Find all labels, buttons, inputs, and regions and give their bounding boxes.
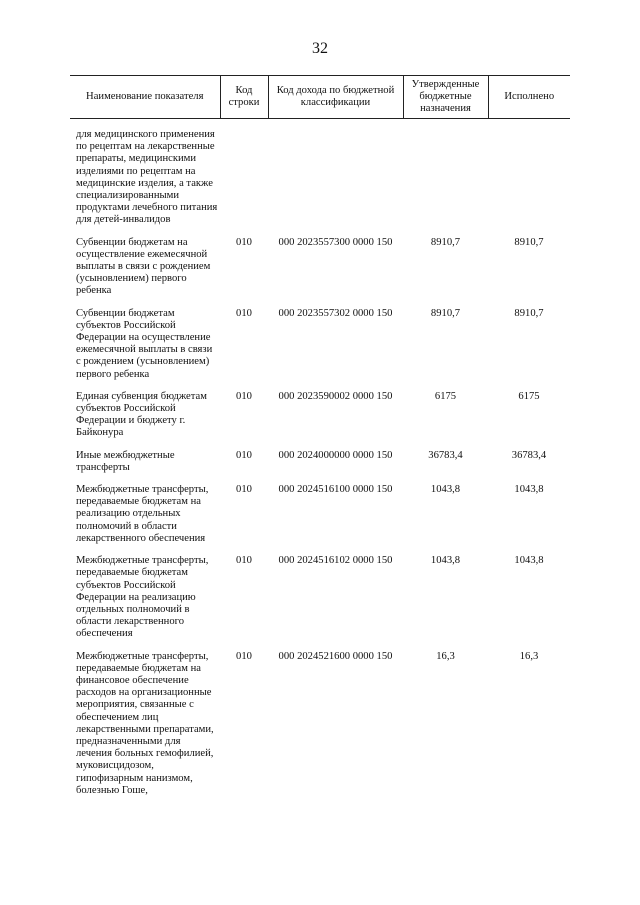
cell-executed: 8910,7 [514,236,544,248]
cell-executed: 36783,4 [511,449,547,461]
cell-income-code: 000 2024000000 0000 150 [278,449,393,461]
cell-indicator-name: для медицинского применения по рецептам на лекарственные препараты, медицинскими изделиями по рецептам на медицинские изделия, а также специализированными продуктами лечебного питания для детей-инвалидов [76,129,218,226]
cell-indicator-name: Иные межбюджетные трансферты [76,449,175,473]
cell-executed [488,129,570,227]
header-executed: Исполнено [488,76,570,119]
cell-executed: 1043,8 [514,484,544,496]
cell-income-code: 000 2023557300 0000 150 [278,236,393,248]
cell-line-code: 010 [236,307,252,319]
table-row [70,237,570,298]
cell-approved: 16,3 [436,650,455,662]
cell-line-code: 010 [236,650,252,662]
cell-indicator-name: Субвенции бюджетам субъектов Российской Федерации на осуществление ежемесячной выплаты в связи с рождением (усыновлением) первого ребенка [76,307,213,380]
table-row [70,484,570,545]
cell-line-code: 010 [236,449,252,461]
table-row [70,651,570,797]
cell-line-code: 010 [236,236,252,248]
cell-income-code: 000 2023557302 0000 150 [278,307,393,319]
cell-approved: 8910,7 [430,307,461,319]
cell-income-code: 000 2024516100 0000 150 [278,484,393,496]
table-row [70,308,570,381]
page-number: 32 [312,40,328,57]
cell-line-code: 010 [236,555,252,567]
budget-table [70,75,570,797]
cell-executed: 16,3 [519,650,539,662]
header-indicator-name: Наименование показателя [70,76,220,119]
cell-executed: 6175 [518,390,540,402]
header-line-code: Код строки [220,76,268,119]
table-body [70,119,570,797]
cell-approved: 1043,8 [430,484,461,496]
cell-executed: 8910,7 [514,307,544,319]
cell-line-code: 010 [236,484,252,496]
table-row [70,450,570,474]
cell-approved: 8910,7 [430,236,461,248]
cell-line-code: 010 [236,390,252,402]
cell-indicator-name: Единая субвенция бюджетам субъектов Российской Федерации и бюджету г. Байконура [76,390,207,439]
table-header [70,76,570,119]
table-row [70,129,570,227]
cell-executed: 1043,8 [514,555,544,567]
cell-income-code: 000 2024521600 0000 150 [278,650,393,662]
table-row [70,391,570,440]
cell-income-code [268,129,403,227]
cell-indicator-name: Субвенции бюджетам на осуществление ежемесячной выплаты в связи с рождением (усыновлением) первого ребенка [76,236,211,297]
cell-approved: 1043,8 [430,555,461,567]
cell-indicator-name: Межбюджетные трансферты, передаваемые бюджетам субъектов Российской Федерации на реализацию отдельных полномочий в области лекарственного обеспечения [76,555,209,640]
cell-indicator-name: Межбюджетные трансферты, передаваемые бюджетам на финансовое обеспечение расходов на организационные мероприятия, связанные с обеспечением лиц лекарственными препаратами, предназначенными для лечения больных гемофилией, муковисцидозом, гипофизарным нанизмом, болезнью Гоше, [76,650,214,796]
cell-income-code: 000 2024516102 0000 150 [278,555,393,567]
header-approved: Утвержденные бюджетные назначения [403,76,488,119]
cell-indicator-name: Межбюджетные трансферты, передаваемые бюджетам на реализацию отдельных полномочий в области лекарственного обеспечения [76,484,209,544]
cell-approved [403,129,488,227]
header-income-code: Код дохода по бюджетной классификации [268,76,403,119]
cell-approved: 36783,4 [428,449,463,461]
cell-line-code [220,129,268,227]
cell-approved: 6175 [434,390,457,402]
table-row [70,555,570,640]
cell-income-code: 000 2023590002 0000 150 [278,390,393,402]
